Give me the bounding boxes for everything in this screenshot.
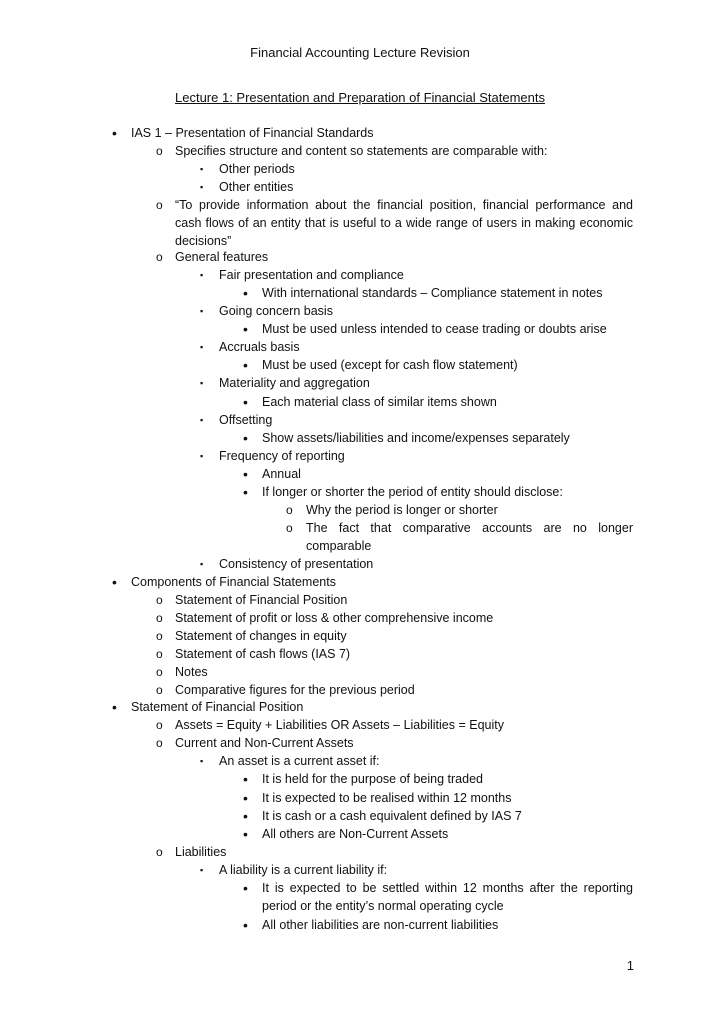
square-marker: ▪: [200, 342, 204, 352]
outline-item-level-2: Liabilities: [175, 845, 227, 859]
bullet-marker: •: [243, 880, 248, 896]
outline-item-level-2: Current and Non-Current Assets: [175, 736, 354, 750]
lecture-heading: Lecture 1: Presentation and Preparation of Financial Statements: [175, 90, 545, 105]
circle-marker: o: [156, 611, 163, 625]
bullet-marker: •: [243, 808, 248, 824]
circle-marker: o: [156, 593, 163, 607]
circle-marker: o: [156, 250, 163, 264]
circle-marker: o: [156, 144, 163, 158]
outline-item-level-2: Specifies structure and content so statements are comparable with:: [175, 144, 548, 158]
outline-item-level-4: Must be used unless intended to cease trading or doubts arise: [262, 322, 607, 336]
outline-item-level-3: Consistency of presentation: [219, 557, 374, 571]
bullet-marker: •: [243, 917, 248, 933]
square-marker: ▪: [200, 451, 204, 461]
outline-item-level-2: Assets = Equity + Liabilities OR Assets – Liabilities = Equity: [175, 718, 504, 732]
outline-item-level-4: It is held for the purpose of being traded: [262, 772, 483, 786]
outline-item-level-2: Statement of Financial Position: [175, 593, 348, 607]
outline-item-level-3: Frequency of reporting: [219, 449, 345, 463]
square-marker: ▪: [200, 164, 204, 174]
bullet-marker: •: [243, 357, 248, 373]
document-title: Financial Accounting Lecture Revision: [250, 45, 470, 60]
outline-item-level-4: All others are Non-Current Assets: [262, 827, 449, 841]
outline-item-level-2: Statement of profit or loss & other comprehensive income: [175, 611, 494, 625]
outline-item-level-4: It is expected to be realised within 12 months: [262, 791, 512, 805]
square-marker: ▪: [200, 415, 204, 425]
outline-item-level-3: An asset is a current asset if:: [219, 754, 380, 768]
circle-marker: o: [156, 736, 163, 750]
bullet-marker: •: [243, 466, 248, 482]
outline-item-level-1: Statement of Financial Position: [131, 700, 304, 714]
outline-item-level-4: Must be used (except for cash flow statement): [262, 358, 518, 372]
bullet-marker: •: [243, 826, 248, 842]
outline-item-level-4: Show assets/liabilities and income/expenses separately: [262, 431, 570, 445]
square-marker: ▪: [200, 559, 204, 569]
outline-item-level-3: Fair presentation and compliance: [219, 268, 404, 282]
bullet-marker: •: [243, 321, 248, 337]
outline-item-level-3: A liability is a current liability if:: [219, 863, 388, 877]
page-number: 1: [626, 958, 634, 973]
circle-marker: o: [156, 629, 163, 643]
outline-item-level-3: Materiality and aggregation: [219, 376, 370, 390]
square-marker: ▪: [200, 378, 204, 388]
circle-marker: o: [156, 845, 163, 859]
outline-item-level-4: With international standards – Compliance statement in notes: [262, 286, 603, 300]
outline-item-level-4: All other liabilities are non-current liabilities: [262, 918, 499, 932]
outline-item-level-2: Notes: [175, 665, 208, 679]
outline-item-level-3: Going concern basis: [219, 304, 333, 318]
outline-item-level-2: General features: [175, 250, 269, 264]
bullet-marker: •: [112, 574, 117, 590]
circle-marker: o: [156, 683, 163, 697]
square-marker: ▪: [200, 182, 204, 192]
outline-item-level-2: Statement of changes in equity: [175, 629, 347, 643]
outline-item-level-5: Why the period is longer or shorter: [306, 503, 498, 517]
outline-item-level-1: Components of Financial Statements: [131, 575, 336, 589]
square-marker: ▪: [200, 865, 204, 875]
square-marker: ▪: [200, 306, 204, 316]
outline-item-level-1: IAS 1 – Presentation of Financial Standards: [131, 126, 374, 140]
outline-item-level-4: Annual: [262, 467, 301, 481]
outline-item-level-3: Other entities: [219, 180, 294, 194]
circle-marker: o: [156, 198, 163, 212]
outline-item-level-3: Offsetting: [219, 413, 273, 427]
outline-item-level-4: If longer or shorter the period of entity should disclose:: [262, 485, 563, 499]
outline-item-level-2: Comparative figures for the previous period: [175, 683, 415, 697]
outline-item-level-4: It is expected to be settled within 12 months after the reporting period or the entity’s normal operating cycle: [262, 881, 633, 913]
circle-marker: o: [156, 647, 163, 661]
outline-item-level-2: “To provide information about the financial position, financial performance and cash flows of an entity that is useful to a wide range of users in making economic decisions”: [175, 198, 633, 248]
circle-marker: o: [156, 665, 163, 679]
bullet-marker: •: [243, 790, 248, 806]
circle-marker: o: [286, 521, 293, 535]
bullet-marker: •: [112, 125, 117, 141]
bullet-marker: •: [112, 699, 117, 715]
outline-item-level-4: It is cash or a cash equivalent defined by IAS 7: [262, 809, 522, 823]
bullet-marker: •: [243, 430, 248, 446]
outline-item-level-4: Each material class of similar items shown: [262, 395, 497, 409]
outline-item-level-3: Other periods: [219, 162, 295, 176]
circle-marker: o: [156, 718, 163, 732]
bullet-marker: •: [243, 285, 248, 301]
square-marker: ▪: [200, 756, 204, 766]
square-marker: ▪: [200, 270, 204, 280]
bullet-marker: •: [243, 394, 248, 410]
bullet-marker: •: [243, 484, 248, 500]
circle-marker: o: [286, 503, 293, 517]
outline-item-level-2: Statement of cash flows (IAS 7): [175, 647, 351, 661]
bullet-marker: •: [243, 771, 248, 787]
outline-item-level-5: The fact that comparative accounts are no longer comparable: [306, 521, 633, 553]
outline-item-level-3: Accruals basis: [219, 340, 300, 354]
